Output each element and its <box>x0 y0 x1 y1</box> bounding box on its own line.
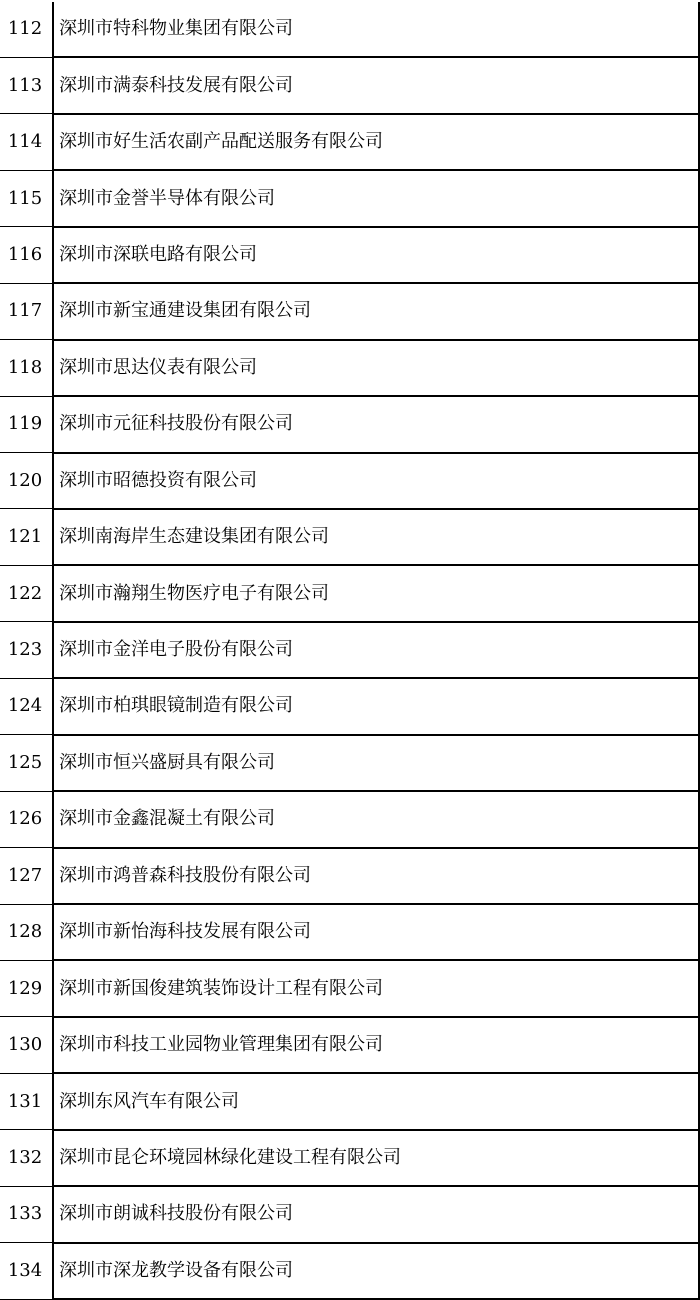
table-row <box>0 57 699 113</box>
company-name: 深圳市特科物业集团有限公司 <box>53 2 699 57</box>
company-name: 深圳市朗诚科技股份有限公司 <box>53 1186 699 1242</box>
table-row <box>0 170 699 226</box>
table-row <box>0 509 699 565</box>
row-number: 126 <box>0 791 53 847</box>
row-number: 125 <box>0 735 53 791</box>
table-row <box>0 453 699 509</box>
table-row <box>0 622 699 678</box>
company-name: 深圳市新宝通建设集团有限公司 <box>53 283 699 339</box>
table-row <box>0 735 699 791</box>
table-row <box>0 2 699 57</box>
company-name: 深圳东风汽车有限公司 <box>53 1073 699 1129</box>
company-name: 深圳市瀚翔生物医疗电子有限公司 <box>53 565 699 621</box>
company-name: 深圳市金鑫混凝土有限公司 <box>53 791 699 847</box>
row-number: 134 <box>0 1243 53 1299</box>
table-row <box>0 1130 699 1186</box>
company-name: 深圳市金洋电子股份有限公司 <box>53 622 699 678</box>
row-number: 130 <box>0 1017 53 1073</box>
row-number: 118 <box>0 340 53 396</box>
table-row <box>0 114 699 170</box>
row-number: 116 <box>0 227 53 283</box>
table-row <box>0 283 699 339</box>
company-name: 深圳市昆仑环境园林绿化建设工程有限公司 <box>53 1130 699 1186</box>
table-row <box>0 565 699 621</box>
company-name: 深圳市新怡海科技发展有限公司 <box>53 904 699 960</box>
company-name: 深圳市元征科技股份有限公司 <box>53 396 699 452</box>
company-name: 深圳市柏琪眼镜制造有限公司 <box>53 678 699 734</box>
table-row <box>0 340 699 396</box>
company-name: 深圳市好生活农副产品配送服务有限公司 <box>53 114 699 170</box>
table-row <box>0 848 699 904</box>
row-number: 112 <box>0 2 53 57</box>
row-number: 124 <box>0 678 53 734</box>
company-table <box>0 2 700 1300</box>
row-number: 121 <box>0 509 53 565</box>
company-name: 深圳市思达仪表有限公司 <box>53 340 699 396</box>
table-row <box>0 1186 699 1242</box>
row-number: 117 <box>0 283 53 339</box>
row-number: 122 <box>0 565 53 621</box>
row-number: 120 <box>0 453 53 509</box>
row-number: 119 <box>0 396 53 452</box>
row-number: 133 <box>0 1186 53 1242</box>
table-row <box>0 1073 699 1129</box>
row-number: 132 <box>0 1130 53 1186</box>
company-name: 深圳市新国俊建筑装饰设计工程有限公司 <box>53 960 699 1016</box>
company-name: 深圳市恒兴盛厨具有限公司 <box>53 735 699 791</box>
table-row <box>0 227 699 283</box>
company-name: 深圳市科技工业园物业管理集团有限公司 <box>53 1017 699 1073</box>
row-number: 129 <box>0 960 53 1016</box>
company-name: 深圳市昭德投资有限公司 <box>53 453 699 509</box>
row-number: 131 <box>0 1073 53 1129</box>
company-table-body <box>0 2 699 1299</box>
company-name: 深圳南海岸生态建设集团有限公司 <box>53 509 699 565</box>
company-name: 深圳市深联电路有限公司 <box>53 227 699 283</box>
company-name: 深圳市满泰科技发展有限公司 <box>53 57 699 113</box>
row-number: 127 <box>0 848 53 904</box>
table-row <box>0 791 699 847</box>
company-name: 深圳市深龙教学设备有限公司 <box>53 1243 699 1299</box>
row-number: 128 <box>0 904 53 960</box>
table-row <box>0 678 699 734</box>
table-row <box>0 960 699 1016</box>
table-row <box>0 396 699 452</box>
company-name: 深圳市鸿普森科技股份有限公司 <box>53 848 699 904</box>
table-row <box>0 1017 699 1073</box>
table-row <box>0 1243 699 1299</box>
row-number: 115 <box>0 170 53 226</box>
company-name: 深圳市金誉半导体有限公司 <box>53 170 699 226</box>
row-number: 123 <box>0 622 53 678</box>
table-row <box>0 904 699 960</box>
row-number: 113 <box>0 57 53 113</box>
row-number: 114 <box>0 114 53 170</box>
